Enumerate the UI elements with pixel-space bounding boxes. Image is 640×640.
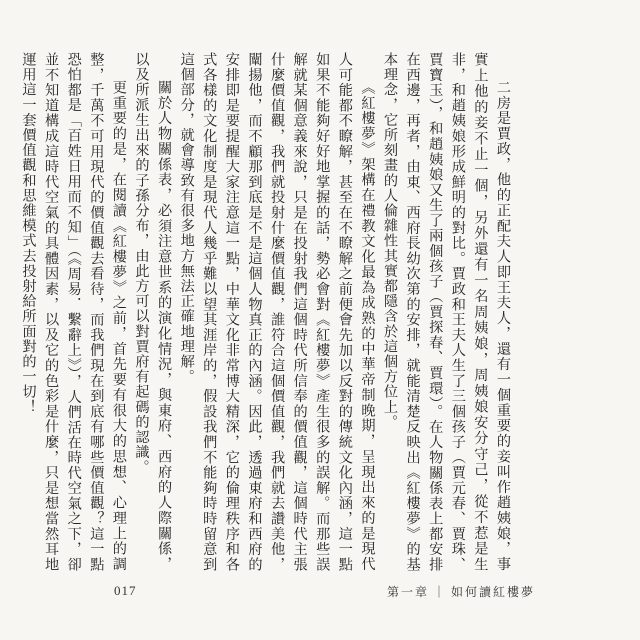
running-header	[387, 583, 535, 600]
chapter-label: 第一章	[387, 585, 430, 599]
paragraph-2: 《紅樓夢》架構在禮教文化最為成熟的中華帝制晚期，呈現出來的是現代人可能都不瞭解，甚至在不瞭解之前便會先加以反對的傳統文化內涵，這一點如果不能夠好好地掌握的話，勢必會對《紅樓夢》產生很多的誤解。而那些誤解就某個意義來說，只是在投射我們這個時代所信奉的價值觀，這個時代主張什麼價值觀，我們就投射什麼價值觀，誰符合這個價值觀，我們就去讚美他，闡揚他，而不顧那到底是不是這個人物真正的內涵。因此，透過東府和西府的安排即是要提醒大家注意這一點，中華文化非常博大精深，它的倫理秩序和各式各樣的文化制度是現代人幾乎難以望其涯岸的，假設我們不能夠時時留意到這個部分，就會導致有很多地方無法正確地理解。	[178, 52, 376, 572]
paragraph-3: 關於人物關係表，必須注意世系的演化情況，與東府、西府的人際關係，以及所派生出來的子孫分布，由此方可以對賈府有起碼的認識。	[133, 52, 173, 572]
page-number: 017	[114, 583, 137, 598]
paragraph-1: 二房是賈政，他的正配夫人即王夫人，還有一個重要的妾叫作趙姨娘，事實上他的妾不止一個，另外還有一名周姨娘，周姨娘安分守己，從不惹是生非，和趙姨娘形成鮮明的對比。賈政和王夫人生了三個孩子（賈元春、賈珠、賈寶玉），和趙姨娘又生了兩個孩子（賈探春、賈環）。在人物關係表上都安排在西邊，再者，由東、西府長幼次第的安排，就能清楚反映出《紅樓夢》的基本理念，它所刻畫的人倫雜性其實都隱含於這個方位上。	[382, 52, 511, 572]
header-separator: ｜	[433, 585, 448, 599]
body-text	[20, 52, 514, 572]
paragraph-4: 更重要的是，在閱讀《紅樓夢》之前，首先要有很大的思想、心理上的調整，千萬不可用現代的價值觀去看待，而我們現在到底有哪些價值觀？這一點恐怕都是「百姓日用而不知」（《周易．繫辭上》），人們活在時代空氣之下，卻並不知道構成這時代空氣的具體因素，以及它的色彩是什麼，只是想當然耳地運用這一套價值觀和思維模式去投射給所面對的一切！	[20, 52, 127, 572]
book-title: 如何讀紅樓夢	[451, 585, 536, 599]
